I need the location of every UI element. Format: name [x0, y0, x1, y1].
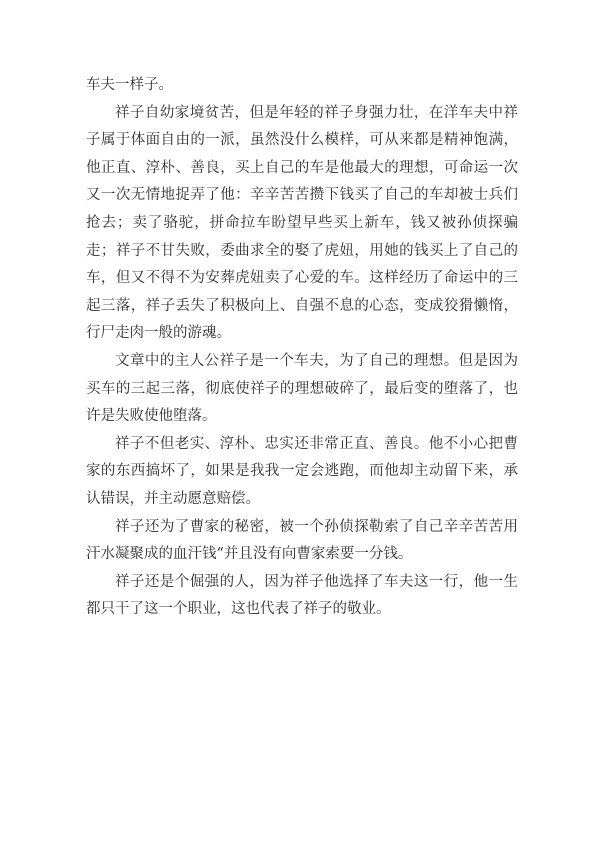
paragraph-5: 祥子还为了曹家的秘密，被一个孙侦探勒索了自己辛辛苦苦用汗水凝聚成的血汗钱“并且没有向曹家索要一分钱。 [86, 518, 518, 563]
paragraph-2: 祥子自幼家境贫苦，但是年轻的祥子身强力壮，在洋车夫中祥子属于体面自由的一派，虽然没什么模样，可从来都是精神饱满，他正直、淳朴、善良，买上自己的车是他最大的理想，可命运一次又一次无情地捉弄了他：辛辛苦苦攒下钱买了自己的车却被士兵们抢去；卖了骆驼，拼命拉车盼望早些买上新车，钱又被孙侦探骗走；祥子不甘失败，委曲求全的娶了虎妞，用她的钱买上了自己的车，但又不得不为安葬虎妞卖了心爱的车。这样经历了命运中的三起三落，祥子丢失了积极向上、自强不息的心态，变成狡猾懒惰，行尸走肉一般的游魂。 [86, 104, 518, 342]
document-body [86, 72, 518, 624]
paragraph-6: 祥子还是个倔强的人，因为祥子他选择了车夫这一行，他一生都只干了这一个职业，这也代表了祥子的敬业。 [86, 573, 518, 618]
paragraph-4: 祥子不但老实、淳朴、忠实还非常正直、善良。他不小心把曹家的东西搞坏了，如果是我我一定会逃跑，而他却主动留下来，承认错误，并主动愿意赔偿。 [86, 435, 518, 507]
paragraph-1: 车夫一样子。 [86, 77, 173, 93]
paragraph-3: 文章中的主人公祥子是一个车夫，为了自己的理想。但是因为买车的三起三落，彻底使祥子的理想破碎了，最后变的堕落了，也许是失败使他堕落。 [86, 352, 518, 425]
